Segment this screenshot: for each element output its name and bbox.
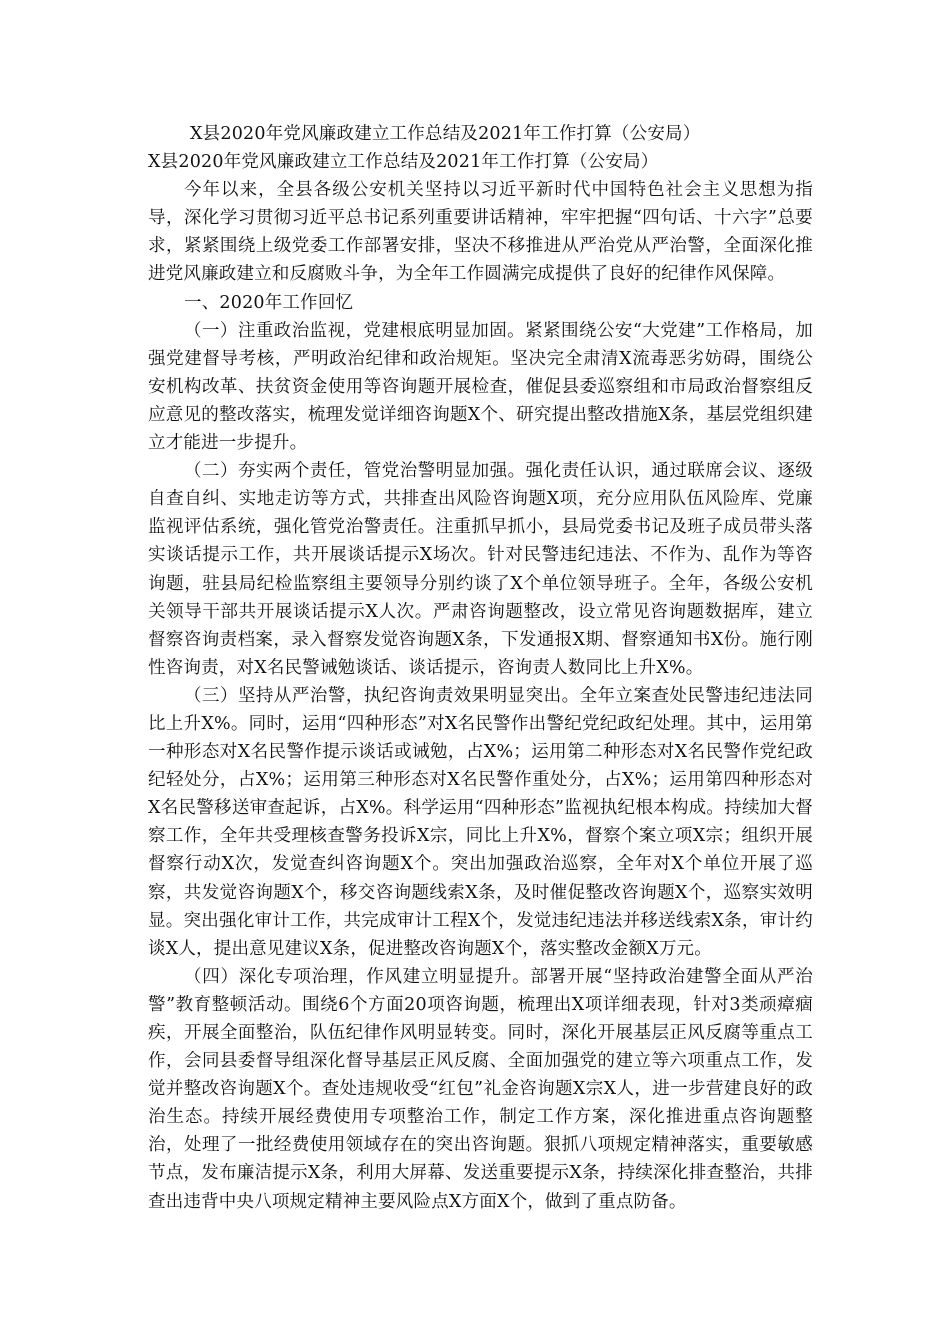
document-subtitle: X县2020年党风廉政建立工作总结及2021年工作打算（公安局） bbox=[148, 152, 659, 173]
body-paragraph-3: （三）坚持从严治警，执纪咨询责效果明显突出。全年立案查处民警违纪违法同比上升X%。同时，运用“四种形态”对X名民警作出警纪党纪政纪处理。其中，运用第一种形态对X名民警作提示谈话或诫勉，占X%；运用第二种形态对X名民警作党纪政纪轻处分，占X%；运用第三种形态对X名民警作重处分，占X%；运用第四种形态对X名民警移送审查起诉，占X%。科学运用“四种形态”监视执纪根本构成。持续加大督察工作，全年共受理核查警务投诉X宗，同比上升X%，督察个案立项X宗；组织开展督察行动X次，发觉查纠咨询题X个。突出加强政治巡察，全年对X个单位开展了巡察，共发觉咨询题X个，移交咨询题线索X条，及时催促整改咨询题X个，巡察实效明显。突出强化审计工作，共完成审计工程X个，发觉违纪违法并移送线索X条，审计约谈X人，提出意见建议X条，促进整改咨询题X个，落实整改金额X万元。 bbox=[148, 685, 813, 959]
document-page bbox=[148, 120, 813, 1216]
section-heading: 一、2020年工作回忆 bbox=[184, 292, 354, 313]
body-paragraph-2: （二）夯实两个责任，管党治警明显加强。强化责任认识，通过联席会议、逐级自查自纠、实地走访等方式，共排查出风险咨询题X项，充分应用队伍风险库、党廉监视评估系统，强化管党治警责任。注重抓早抓小，县局党委书记及班子成员带头落实谈话提示工作，共开展谈话提示X场次。针对民警违纪违法、不作为、乱作为等咨询题，驻县局纪检监察组主要领导分别约谈了X个单位领导班子。全年，各级公安机关领导干部共开展谈话提示X人次。严肃咨询题整改，设立常见咨询题数据库，建立督察咨询责档案，录入督察发觉咨询题X条，下发通报X期、督察通知书X份。施行刚性咨询责，对X名民警诫勉谈话、谈话提示，咨询责人数同比上升X%。 bbox=[148, 461, 813, 678]
intro-paragraph: 今年以来，全县各级公安机关坚持以习近平新时代中国特色社会主义思想为指导，深化学习贯彻习近平总书记系列重要讲话精神，牢牢把握“四句话、十六字”总要求，紧紧围绕上级党委工作部署安排，坚决不移推进从严治党从严治警，全面深化推进党风廉政建立和反腐败斗争，为全年工作圆满完成提供了良好的纪律作风保障。 bbox=[148, 180, 813, 285]
body-paragraph-1: （一）注重政治监视，党建根底明显加固。紧紧围绕公安“大党建”工作格局，加强党建督导考核，严明政治纪律和政治规矩。坚决完全肃清X流毒恶劣妨碍，围绕公安机构改革、扶贫资金使用等咨询题开展检查，催促县委巡察组和市局政治督察组反应意见的整改落实，梳理发觉详细咨询题X个、研究提出整改措施X条，基层党组织建立才能进一步提升。 bbox=[148, 320, 813, 454]
document-title: X县2020年党风廉政建立工作总结及2021年工作打算（公安局） bbox=[190, 124, 701, 144]
body-paragraph-4: （四）深化专项治理，作风建立明显提升。部署开展“坚持政治建警全面从严治警”教育整顿活动。围绕6个方面20项咨询题，梳理出X项详细表现，针对3类顽瘴痼疾，开展全面整治，队伍纪律作风明显转变。同时，深化开展基层正风反腐等重点工作，会同县委督导组深化督导基层正风反腐、全面加强党的建立等六项重点工作，发觉并整改咨询题X个。查处违规收受“红包”礼金咨询题X宗X人，进一步营建良好的政治生态。持续开展经费使用专项整治工作，制定工作方案，深化推进重点咨询题整治，处理了一批经费使用领域存在的突出咨询题。狠抓八项规定精神落实，重要敏感节点，发布廉洁提示X条，利用大屏幕、发送重要提示X条，持续深化排查整治，共排查出违背中央八项规定精神主要风险点X方面X个，做到了重点防备。 bbox=[148, 966, 813, 1212]
